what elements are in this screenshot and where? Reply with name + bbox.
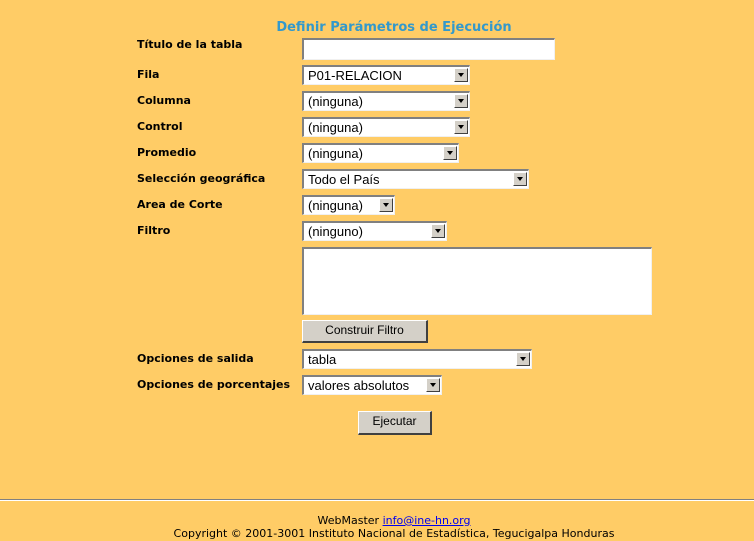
chevron-down-icon[interactable] <box>379 198 393 212</box>
label-seleccion: Selección geográfica <box>137 172 266 185</box>
chevron-down-icon[interactable] <box>454 120 468 134</box>
webmaster-email-link[interactable]: info@ine-hn.org <box>382 514 471 527</box>
promedio-select-value: (ninguna) <box>308 146 363 161</box>
construir-filtro-button[interactable]: Construir Filtro <box>302 320 428 343</box>
columna-select-value: (ninguna) <box>308 94 363 109</box>
ejecutar-button[interactable]: Ejecutar <box>358 411 432 435</box>
webmaster-label: WebMaster <box>317 514 380 527</box>
chevron-down-icon[interactable] <box>431 224 445 238</box>
control-select[interactable] <box>302 117 470 137</box>
area-select-value: (ninguna) <box>308 198 363 213</box>
chevron-down-icon[interactable] <box>426 378 440 392</box>
chevron-down-icon[interactable] <box>454 94 468 108</box>
columna-select[interactable] <box>302 91 470 111</box>
label-filtro: Filtro <box>137 224 171 237</box>
porcentajes-select[interactable] <box>302 375 442 395</box>
promedio-select[interactable] <box>302 143 459 163</box>
seleccion-select[interactable] <box>302 169 529 189</box>
label-area: Area de Corte <box>137 198 223 211</box>
salida-select[interactable] <box>302 349 532 369</box>
label-salida: Opciones de salida <box>137 352 254 365</box>
label-columna: Columna <box>137 94 191 107</box>
titulo-input[interactable] <box>302 38 555 60</box>
chevron-down-icon[interactable] <box>513 172 527 186</box>
control-select-value: (ninguna) <box>308 120 363 135</box>
chevron-down-icon[interactable] <box>454 68 468 82</box>
label-titulo: Título de la tabla <box>137 38 243 51</box>
fila-select[interactable] <box>302 65 470 85</box>
filtro-select[interactable] <box>302 221 447 241</box>
area-select[interactable] <box>302 195 395 215</box>
filtro-textarea[interactable] <box>302 247 652 315</box>
seleccion-select-value: Todo el País <box>308 172 380 187</box>
chevron-down-icon[interactable] <box>443 146 457 160</box>
chevron-down-icon[interactable] <box>516 352 530 366</box>
porcentajes-select-value: valores absolutos <box>308 378 410 393</box>
footer-copyright: Copyright © 2001-3001 Instituto Nacional de Estadística, Tegucigalpa Honduras <box>173 527 615 540</box>
footer-divider <box>0 499 754 501</box>
form-title: Definir Parámetros de Ejecución <box>276 20 512 35</box>
salida-select-value: tabla <box>308 352 337 367</box>
fila-select-value: P01-RELACION <box>308 68 402 83</box>
filtro-select-value: (ninguno) <box>308 224 363 239</box>
label-promedio: Promedio <box>137 146 197 159</box>
label-control: Control <box>137 120 183 133</box>
label-fila: Fila <box>137 68 160 81</box>
footer-webmaster <box>0 514 754 527</box>
label-porcentajes: Opciones de porcentajes <box>137 378 291 391</box>
